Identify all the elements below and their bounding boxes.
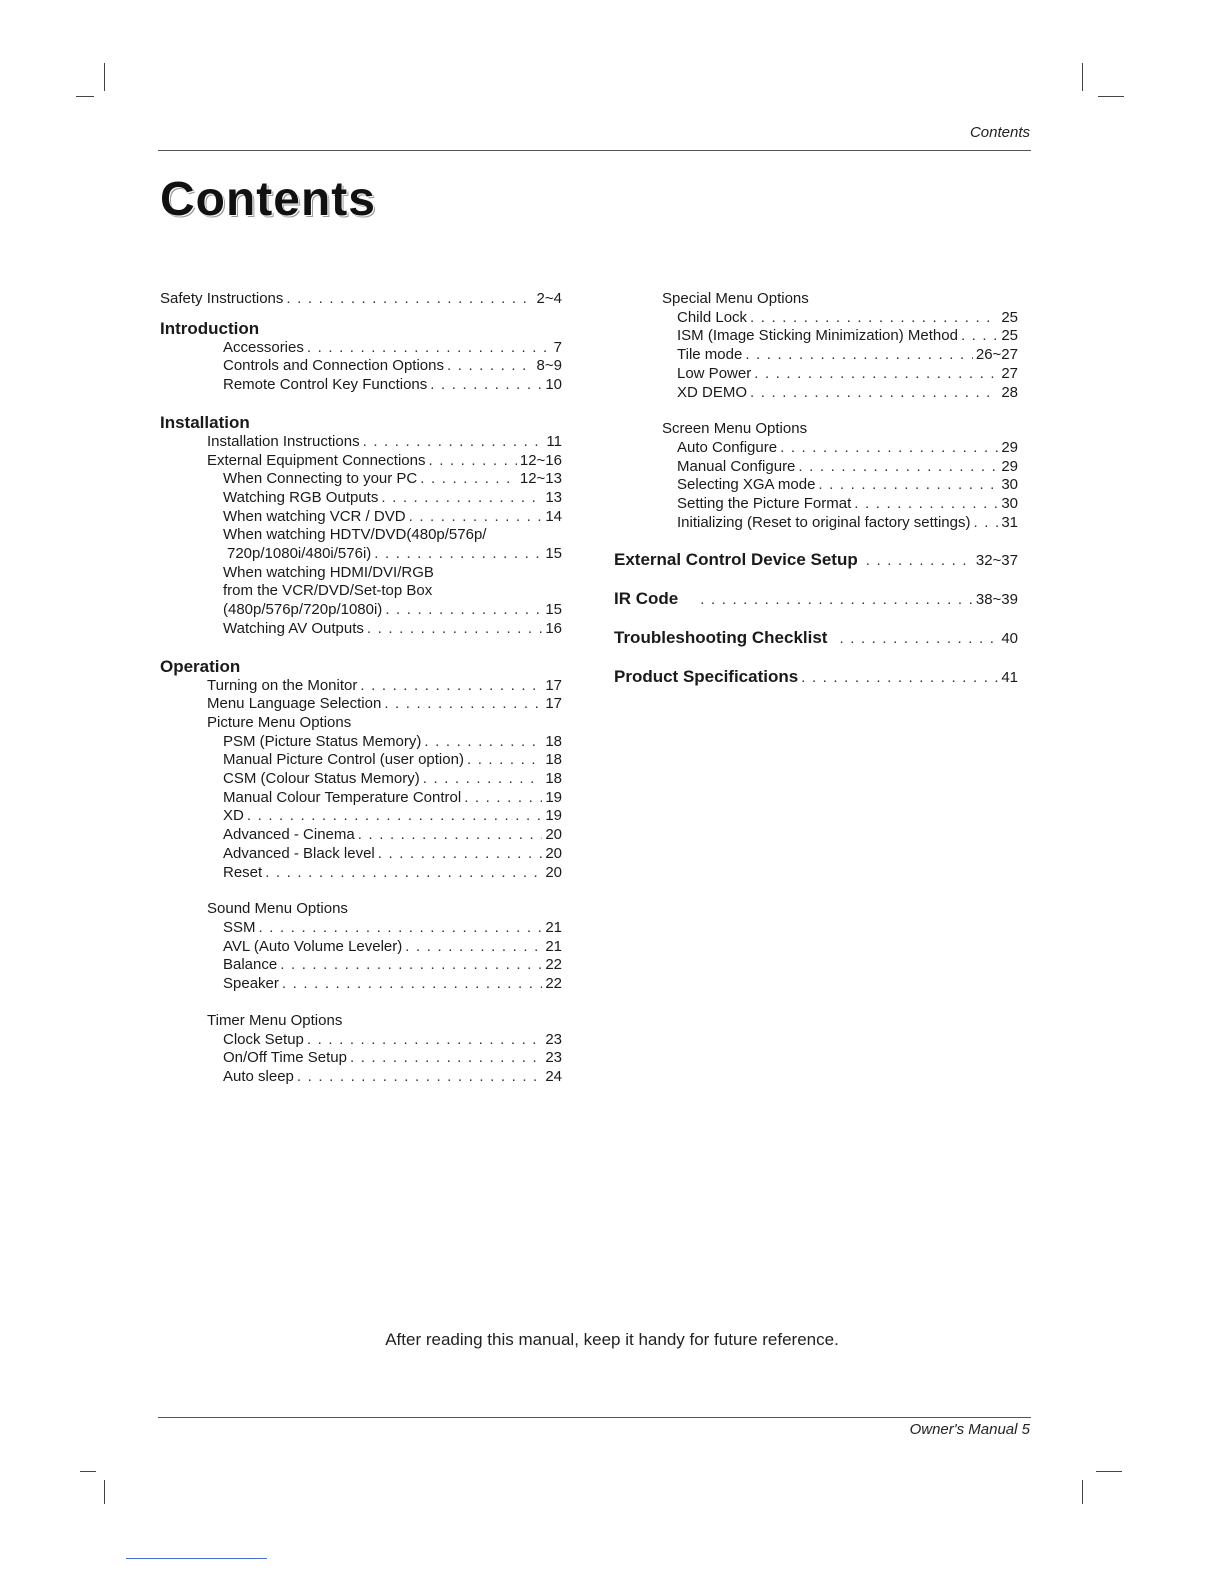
toc-page: 41 xyxy=(1001,669,1018,687)
toc-label: SSM xyxy=(223,918,256,936)
leader-dots xyxy=(367,620,542,639)
toc-page: 25 xyxy=(1001,327,1018,345)
toc-label: Watching RGB Outputs xyxy=(223,488,379,506)
toc-page: 12~13 xyxy=(519,470,562,488)
toc-page: 2~4 xyxy=(536,290,562,307)
toc-page: 26~27 xyxy=(975,346,1018,364)
leader-dots xyxy=(286,290,533,309)
toc-label: On/Off Time Setup xyxy=(223,1049,347,1067)
toc-entry[interactable] xyxy=(160,376,562,395)
toc-label: XD xyxy=(223,807,244,825)
section-heading-product-specifications[interactable] xyxy=(614,667,1018,688)
toc-entry[interactable] xyxy=(160,938,562,957)
section-heading-installation[interactable]: Installation xyxy=(160,412,250,432)
spacer xyxy=(160,882,562,900)
toc-page: 23 xyxy=(545,1049,562,1067)
toc-left-column xyxy=(160,290,562,1087)
leader-dots xyxy=(360,677,542,696)
section-heading-operation[interactable]: Operation xyxy=(160,656,241,676)
toc-label: Troubleshooting Checklist xyxy=(614,628,828,648)
toc-label: Speaker xyxy=(223,975,279,993)
toc-page: 21 xyxy=(545,937,562,955)
leader-dots xyxy=(247,807,542,826)
leader-dots xyxy=(307,339,551,358)
toc-page: 17 xyxy=(545,695,562,713)
toc-right-column xyxy=(614,290,1018,688)
toc-page: 31 xyxy=(1001,513,1018,531)
toc-entry[interactable] xyxy=(614,458,1018,477)
toc-entry[interactable] xyxy=(160,677,562,696)
leader-dots xyxy=(973,514,998,533)
toc-page: 7 xyxy=(553,338,562,356)
toc-entry[interactable] xyxy=(160,470,562,489)
crop-mark xyxy=(1096,1471,1122,1472)
crop-mark xyxy=(80,1471,96,1472)
crop-mark xyxy=(104,1480,105,1504)
leader-dots xyxy=(423,770,543,789)
toc-page: 23 xyxy=(545,1030,562,1048)
leader-dots xyxy=(358,826,543,845)
subsection-picture-menu[interactable]: Picture Menu Options xyxy=(207,713,352,731)
toc-page: 15 xyxy=(545,601,562,619)
toc-entry[interactable] xyxy=(614,327,1018,346)
leader-dots xyxy=(259,919,543,938)
spacer xyxy=(614,571,1018,589)
toc-label: Setting the Picture Format xyxy=(677,495,852,513)
crop-mark xyxy=(76,96,94,97)
toc-entry[interactable] xyxy=(614,439,1018,458)
leader-dots xyxy=(467,751,542,770)
toc-page: 18 xyxy=(545,751,562,769)
spacer xyxy=(160,639,562,657)
toc-entry[interactable] xyxy=(160,845,562,864)
toc-entry[interactable] xyxy=(160,789,562,808)
toc-page: 14 xyxy=(545,507,562,525)
toc-entry[interactable] xyxy=(160,545,562,564)
leader-dots xyxy=(854,495,998,514)
leader-dots xyxy=(801,668,998,688)
toc-entry[interactable] xyxy=(160,1031,562,1050)
toc-entry-continued[interactable]: When watching HDMI/DVI/RGB xyxy=(223,563,434,581)
toc-entry[interactable] xyxy=(160,956,562,975)
toc-label: Watching AV Outputs xyxy=(223,619,364,637)
spacer xyxy=(614,610,1018,628)
toc-page: 16 xyxy=(545,619,562,637)
leader-dots xyxy=(961,327,998,346)
toc-label: ISM (Image Sticking Minimization) Method xyxy=(677,327,958,345)
toc-label: Auto Configure xyxy=(677,438,778,456)
toc-page: 30 xyxy=(1001,476,1018,494)
toc-page: 8~9 xyxy=(536,357,562,375)
toc-page: 15 xyxy=(545,545,562,563)
toc-label: Installation Instructions xyxy=(207,432,360,450)
toc-entry[interactable] xyxy=(160,807,562,826)
toc-entry[interactable] xyxy=(160,508,562,527)
leader-dots xyxy=(384,695,542,714)
toc-page: 29 xyxy=(1001,457,1018,475)
subsection-screen-menu[interactable]: Screen Menu Options xyxy=(662,420,808,438)
toc-page: 25 xyxy=(1001,308,1018,326)
toc-label: Advanced - Cinema xyxy=(223,826,355,844)
toc-entry[interactable] xyxy=(614,365,1018,384)
toc-entry-continued[interactable]: from the VCR/DVD/Set-top Box xyxy=(223,582,433,600)
leader-dots xyxy=(282,975,542,994)
toc-label: XD DEMO xyxy=(677,383,748,401)
spacer xyxy=(160,994,562,1012)
toc-entry[interactable] xyxy=(160,919,562,938)
leader-dots xyxy=(405,938,542,957)
toc-label: CSM (Colour Status Memory) xyxy=(223,770,420,788)
toc-page: 20 xyxy=(545,826,562,844)
leader-dots xyxy=(409,508,543,527)
toc-page: 28 xyxy=(1001,383,1018,401)
spacer xyxy=(160,309,562,319)
toc-page: 10 xyxy=(545,376,562,394)
leader-dots xyxy=(307,1031,542,1050)
toc-page: 12~16 xyxy=(519,451,562,469)
leader-dots xyxy=(866,551,973,571)
toc-page: 32~37 xyxy=(975,552,1018,570)
spacer xyxy=(614,402,1018,420)
toc-page: 30 xyxy=(1001,495,1018,513)
toc-label: PSM (Picture Status Memory) xyxy=(223,732,422,750)
leader-dots xyxy=(750,384,998,403)
toc-entry[interactable] xyxy=(160,620,562,639)
leader-dots xyxy=(430,376,542,395)
toc-label: Menu Language Selection xyxy=(207,695,382,713)
toc-label: Balance xyxy=(223,956,278,974)
toc-label: When watching VCR / DVD xyxy=(223,507,406,525)
toc-label: Advanced - Black level xyxy=(223,844,375,862)
toc-label: Manual Picture Control (user option) xyxy=(223,751,464,769)
toc-label: Clock Setup xyxy=(223,1030,304,1048)
toc-label: (480p/576p/720p/1080i) xyxy=(223,601,383,619)
toc-entry[interactable] xyxy=(160,864,562,883)
toc-page: 11 xyxy=(546,432,562,450)
page-footer: Owner's Manual 5 xyxy=(909,1421,1030,1438)
toc-label: Auto sleep xyxy=(223,1067,294,1085)
toc-label: Reset xyxy=(223,863,263,881)
toc-label: IR Code xyxy=(614,589,679,609)
crop-mark xyxy=(1098,96,1124,97)
toc-page: 19 xyxy=(545,807,562,825)
toc-label: Initializing (Reset to original factory settings) xyxy=(677,513,971,531)
leader-dots xyxy=(700,590,973,610)
toc-entry[interactable] xyxy=(160,975,562,994)
leader-dots xyxy=(378,845,543,864)
leader-dots xyxy=(420,470,517,489)
spacer xyxy=(614,649,1018,667)
toc-label: Safety Instructions xyxy=(160,290,284,307)
toc-entry[interactable] xyxy=(160,1068,562,1087)
toc-entry[interactable] xyxy=(614,309,1018,328)
toc-page: 22 xyxy=(545,975,562,993)
toc-entry[interactable] xyxy=(160,695,562,714)
leader-dots xyxy=(818,476,998,495)
leader-dots xyxy=(385,601,542,620)
leader-dots xyxy=(350,1049,542,1068)
leader-dots xyxy=(447,357,534,376)
toc-page: 29 xyxy=(1001,438,1018,456)
toc-entry-continued[interactable]: When watching HDTV/DVD(480p/576p/ xyxy=(223,526,487,544)
footer-note: After reading this manual, keep it handy for future reference. xyxy=(385,1330,839,1349)
toc-entry[interactable] xyxy=(614,476,1018,495)
crop-mark xyxy=(104,63,105,91)
toc-label: External Equipment Connections xyxy=(207,451,426,469)
toc-label: Manual Configure xyxy=(677,457,796,475)
toc-label: Low Power xyxy=(677,364,752,382)
toc-entry[interactable] xyxy=(160,826,562,845)
toc-label: Turning on the Monitor xyxy=(207,676,358,694)
leader-dots xyxy=(265,864,542,883)
leader-dots xyxy=(745,346,973,365)
leader-dots xyxy=(839,629,998,649)
toc-page: 18 xyxy=(545,770,562,788)
leader-dots xyxy=(428,452,516,471)
leader-dots xyxy=(750,309,998,328)
toc-label: Controls and Connection Options xyxy=(223,357,444,375)
subsection-special-menu[interactable]: Special Menu Options xyxy=(662,290,809,307)
toc-entry[interactable] xyxy=(160,1049,562,1068)
toc-entry[interactable] xyxy=(160,339,562,358)
spacer xyxy=(614,532,1018,550)
crop-mark xyxy=(1082,63,1083,91)
toc-page: 18 xyxy=(545,732,562,750)
subsection-sound-menu[interactable]: Sound Menu Options xyxy=(207,900,348,918)
toc-label: Product Specifications xyxy=(614,667,799,687)
toc-label: Manual Colour Temperature Control xyxy=(223,788,462,806)
crop-mark xyxy=(1082,1480,1083,1504)
leader-dots xyxy=(374,545,542,564)
toc-entry[interactable] xyxy=(614,384,1018,403)
toc-label: External Control Device Setup xyxy=(614,550,858,570)
footer-rule xyxy=(158,1417,1031,1418)
section-heading-external-control[interactable] xyxy=(614,550,1018,571)
toc-label: 720p/1080i/480i/576i) xyxy=(227,545,372,563)
toc-label: Remote Control Key Functions xyxy=(223,376,428,394)
section-heading-troubleshooting[interactable] xyxy=(614,628,1018,649)
toc-entry[interactable] xyxy=(160,770,562,789)
toc-page: 20 xyxy=(545,863,562,881)
toc-entry[interactable] xyxy=(160,452,562,471)
toc-page: 40 xyxy=(1001,630,1018,648)
toc-label: Tile mode xyxy=(677,346,743,364)
toc-entry[interactable] xyxy=(160,751,562,770)
leader-dots xyxy=(424,733,542,752)
spacer xyxy=(160,395,562,413)
toc-label: When Connecting to your PC xyxy=(223,470,418,488)
toc-page: 27 xyxy=(1001,364,1018,382)
toc-label: Selecting XGA mode xyxy=(677,476,816,494)
toc-entry[interactable] xyxy=(614,495,1018,514)
leader-dots xyxy=(464,789,542,808)
toc-entry[interactable] xyxy=(160,433,562,452)
toc-page: 22 xyxy=(545,956,562,974)
leader-dots xyxy=(381,489,542,508)
page-title: Contents xyxy=(160,173,376,226)
toc-label: AVL (Auto Volume Leveler) xyxy=(223,937,403,955)
toc-page: 17 xyxy=(545,676,562,694)
toc-page: 38~39 xyxy=(975,591,1018,609)
subsection-timer-menu[interactable]: Timer Menu Options xyxy=(207,1011,343,1029)
toc-entry[interactable] xyxy=(160,601,562,620)
toc-entry-safety[interactable] xyxy=(160,290,562,309)
toc-page: 20 xyxy=(545,844,562,862)
section-heading-ir-code[interactable] xyxy=(614,589,1018,610)
toc-entry[interactable] xyxy=(160,357,562,376)
toc-page: 13 xyxy=(545,488,562,506)
toc-page: 24 xyxy=(545,1067,562,1085)
toc-entry[interactable] xyxy=(160,733,562,752)
leader-dots xyxy=(363,433,544,452)
toc-entry[interactable] xyxy=(614,514,1018,533)
toc-page: 21 xyxy=(545,918,562,936)
leader-dots xyxy=(780,439,998,458)
toc-label: Accessories xyxy=(223,338,304,356)
toc-entry[interactable] xyxy=(160,489,562,508)
running-head: Contents xyxy=(969,124,1030,141)
leader-dots xyxy=(798,458,998,477)
toc-label: Child Lock xyxy=(677,308,748,326)
link-underline xyxy=(126,1558,267,1559)
leader-dots xyxy=(297,1068,542,1087)
toc-page: 19 xyxy=(545,788,562,806)
header-rule xyxy=(158,150,1031,151)
leader-dots xyxy=(280,956,542,975)
section-heading-introduction[interactable]: Introduction xyxy=(160,318,260,338)
toc-entry[interactable] xyxy=(614,346,1018,365)
leader-dots xyxy=(754,365,998,384)
